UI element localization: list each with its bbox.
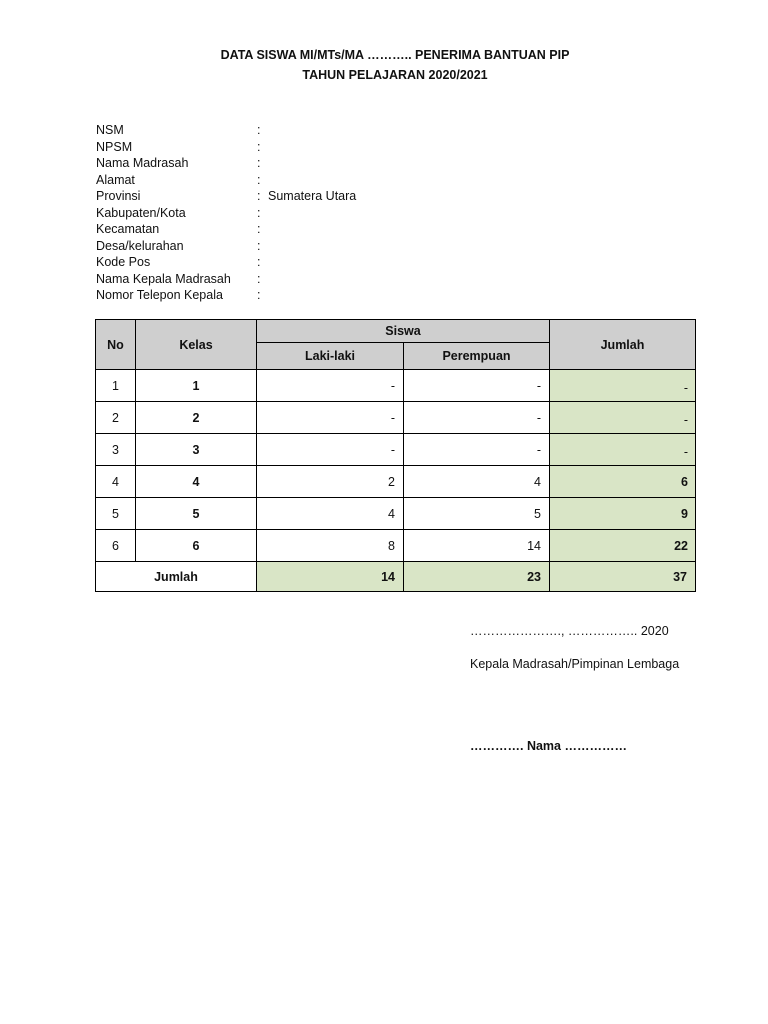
info-label: Nama Madrasah	[96, 156, 189, 170]
info-row-telepon-kepala	[96, 287, 496, 304]
info-row-nsm	[96, 122, 496, 139]
info-colon: :	[257, 238, 261, 253]
total-label: Jumlah	[96, 562, 257, 592]
document-title: DATA SISWA MI/MTs/MA ……….. PENERIMA BANTUAN PIP	[220, 48, 570, 62]
info-label: Kabupaten/Kota	[96, 205, 186, 220]
total-jumlah: 37	[550, 562, 696, 592]
cell-jumlah: 22	[550, 530, 696, 562]
info-label: Provinsi	[96, 189, 141, 203]
signature-name-line: …………. Nama ……………	[470, 739, 627, 753]
info-row-desa-kelurahan	[96, 238, 496, 255]
info-row-alamat	[96, 172, 496, 189]
cell-jumlah: -	[550, 370, 696, 402]
info-row-kabupaten-kota	[96, 205, 496, 222]
cell-no: 4	[96, 466, 136, 498]
cell-perempuan: 5	[404, 498, 550, 530]
student-data-table	[95, 319, 696, 592]
info-row-npsm	[96, 139, 496, 156]
info-colon: :	[257, 123, 261, 137]
info-row-kode-pos	[96, 254, 496, 271]
info-colon: :	[257, 271, 261, 286]
cell-laki-laki: -	[257, 434, 404, 466]
cell-jumlah: -	[550, 434, 696, 466]
cell-jumlah: -	[550, 402, 696, 434]
cell-laki-laki: -	[257, 402, 404, 434]
cell-no: 5	[96, 498, 136, 530]
info-value: Sumatera Utara	[268, 189, 357, 203]
info-label: NSM	[96, 123, 124, 137]
cell-perempuan: -	[404, 434, 550, 466]
header-perempuan: Perempuan	[404, 343, 550, 370]
info-colon: :	[257, 205, 261, 220]
document-subtitle: TAHUN PELAJARAN 2020/2021	[302, 68, 488, 82]
table-row	[96, 466, 696, 498]
cell-kelas: 5	[136, 498, 257, 530]
cell-perempuan: 4	[404, 466, 550, 498]
info-colon: :	[257, 255, 261, 269]
header-kelas: Kelas	[136, 320, 257, 370]
total-laki-laki: 14	[257, 562, 404, 592]
info-row-nama-kepala	[96, 271, 496, 288]
cell-kelas: 6	[136, 530, 257, 562]
info-row-provinsi	[96, 188, 496, 205]
cell-kelas: 1	[136, 370, 257, 402]
header-laki-laki: Laki-laki	[257, 343, 404, 370]
cell-laki-laki: 8	[257, 530, 404, 562]
info-label: Alamat	[96, 172, 135, 187]
cell-no: 3	[96, 434, 136, 466]
info-colon: :	[257, 189, 261, 203]
cell-laki-laki: 4	[257, 498, 404, 530]
cell-jumlah: 6	[550, 466, 696, 498]
cell-kelas: 3	[136, 434, 257, 466]
info-colon: :	[257, 139, 261, 154]
info-label: NPSM	[96, 139, 133, 154]
cell-jumlah: 9	[550, 498, 696, 530]
cell-kelas: 2	[136, 402, 257, 434]
header-jumlah: Jumlah	[550, 320, 696, 370]
signature-role: Kepala Madrasah/Pimpinan Lembaga	[470, 657, 680, 671]
table-row	[96, 498, 696, 530]
cell-no: 2	[96, 402, 136, 434]
table-row	[96, 402, 696, 434]
info-label: Nomor Telepon Kepala	[96, 288, 223, 302]
cell-perempuan: -	[404, 370, 550, 402]
cell-laki-laki: 2	[257, 466, 404, 498]
table-total-row	[96, 562, 696, 592]
cell-perempuan: 14	[404, 530, 550, 562]
cell-kelas: 4	[136, 466, 257, 498]
cell-no: 6	[96, 530, 136, 562]
info-label: Nama Kepala Madrasah	[96, 271, 231, 286]
signature-date-line: …………………., …………….. 2020	[470, 624, 669, 638]
info-colon: :	[257, 156, 261, 170]
info-label: Kecamatan	[96, 222, 160, 236]
header-siswa: Siswa	[257, 320, 550, 343]
info-row-nama-madrasah	[96, 155, 496, 172]
table-row	[96, 434, 696, 466]
info-colon: :	[257, 288, 261, 302]
info-label: Kode Pos	[96, 255, 151, 269]
cell-perempuan: -	[404, 402, 550, 434]
cell-no: 1	[96, 370, 136, 402]
info-colon: :	[257, 222, 261, 236]
info-row-kecamatan	[96, 221, 496, 238]
info-label: Desa/kelurahan	[96, 238, 184, 253]
total-perempuan: 23	[404, 562, 550, 592]
cell-laki-laki: -	[257, 370, 404, 402]
info-colon: :	[257, 172, 261, 187]
table-row	[96, 530, 696, 562]
header-no: No	[96, 320, 136, 370]
table-row	[96, 370, 696, 402]
